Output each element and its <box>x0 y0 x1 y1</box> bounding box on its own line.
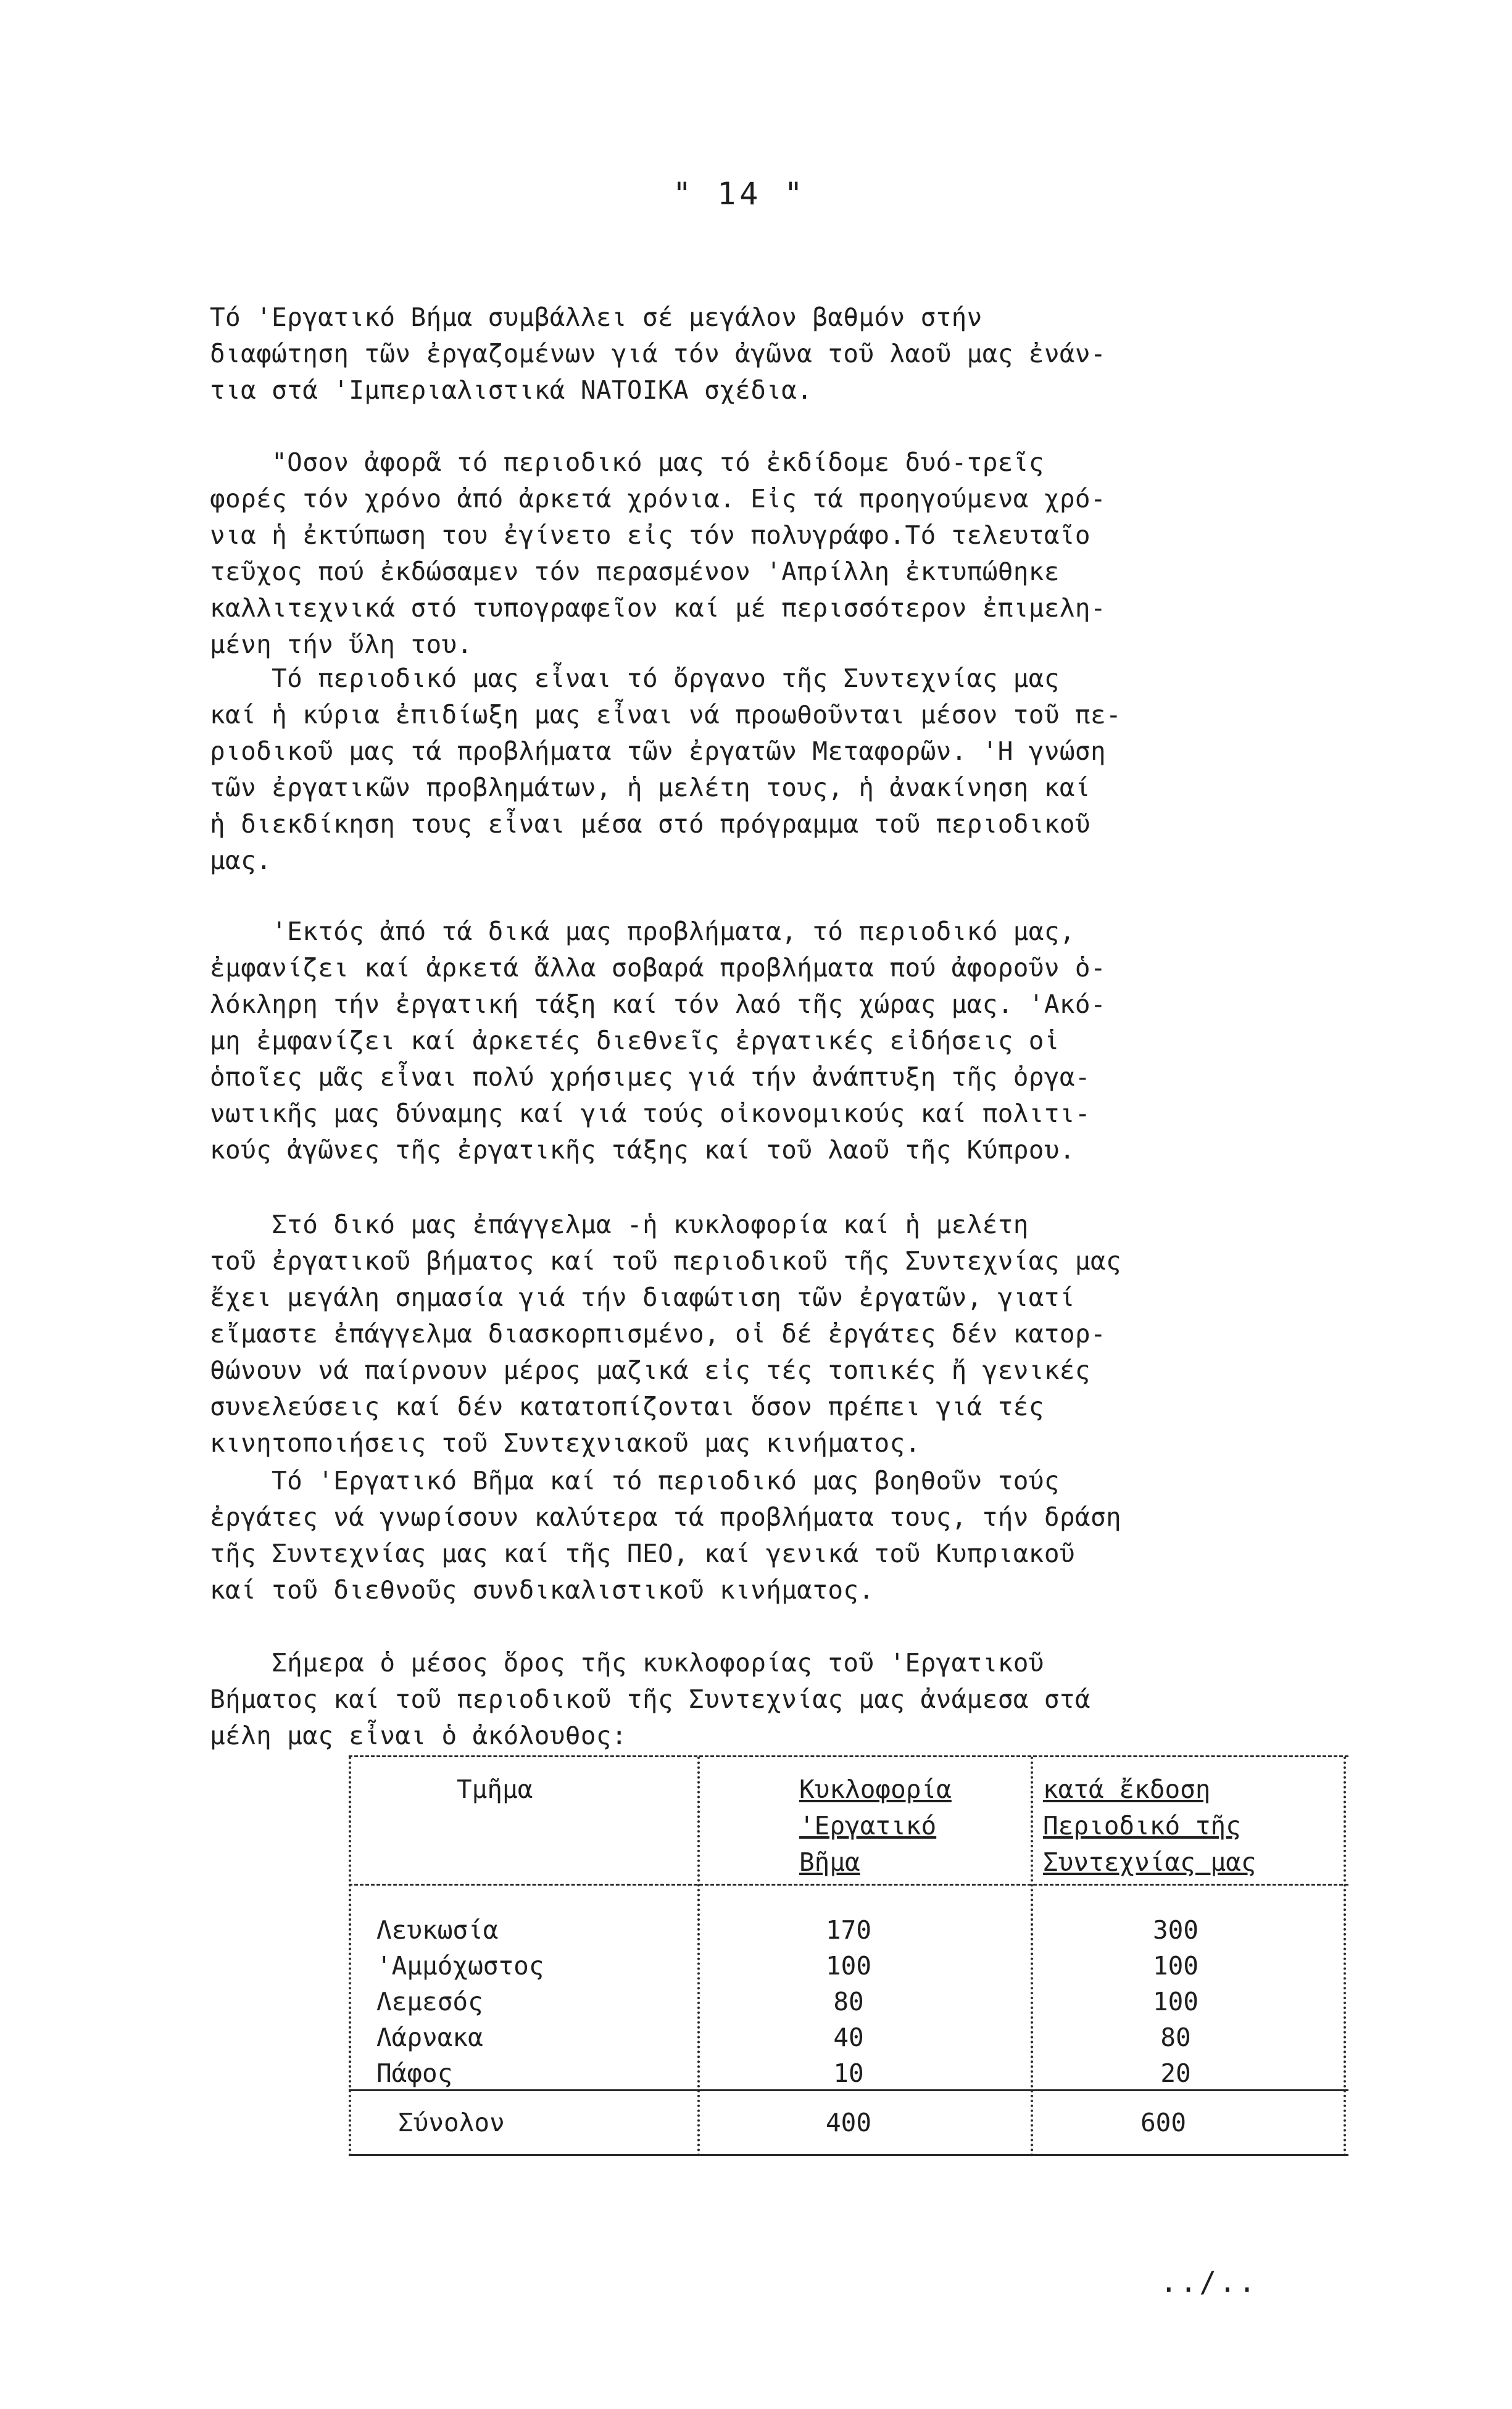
row-periodiko: 300 <box>1152 1915 1199 1945</box>
paragraph-3: Τό περιοδικό μας εἶναι τό ὄργανο τῆς Συντεχνίας μας καί ἡ κύρια ἐπιδίωξη μας εἶναι νά προωθοῦνται μέσον τοῦ πε- ριοδικοῦ μας τά προβλήματα τῶν ἐργατῶν Μεταφορῶν. 'Η γνώση τῶν ἐργατικῶν προβλημάτων, ἡ μελέτη τους, ἡ ἀνακίνηση καί ἡ διεκδίκηση τους εἶναι μέσα στό πρόγραμμα τοῦ περιοδικοῦ μας. <box>210 664 1122 875</box>
table-left-rule <box>349 1757 351 2157</box>
table-top-rule <box>349 1755 1348 1757</box>
row-vima: 80 <box>833 1987 864 2016</box>
total-vima: 400 <box>825 2108 872 2137</box>
row-district: Πάφος <box>376 2058 453 2088</box>
row-vima: 40 <box>833 2023 864 2052</box>
total-periodiko: 600 <box>1140 2108 1187 2137</box>
paragraph-7: Σήμερα ὁ μέσος ὅρος τῆς κυκλοφορίας τοῦ 'Εργατικοῦ Βήματος καί τοῦ περιοδικοῦ τῆς Συντεχνίας μας ἀνάμεσα στά μέλη μας εἶναι ὁ ἀκόλουθος: <box>210 1648 1090 1750</box>
total-label: Σύνολον <box>398 2108 505 2137</box>
paragraph-5: Στό δικό μας ἐπάγγελμα -ἡ κυκλοφορία καί ἡ μελέτη τοῦ ἐργατικοῦ βήματος καί τοῦ περιοδικοῦ τῆς Συντεχνίας μας ἔχει μεγάλη σημασία γιά τήν διαφώτιση τῶν ἐργατῶν, γιατί εἴμαστε ἐπάγγελμα διασκορπισμένο, οἱ δέ ἐργάτες δέν κατορ- θώνουν νά παίρνουν μέρος μαζικά εἰς τές τοπικές ἤ γενικές συνελεύσεις καί δέν κατατοπίζονται ὅσον πρέπει γιά τές κινητοποιήσεις τοῦ Συντεχνιακοῦ μας κινήματος. <box>210 1210 1122 1458</box>
row-vima: 10 <box>833 2058 864 2088</box>
row-vima: 100 <box>825 1951 872 1981</box>
paragraph-2: "Οσον ἀφορᾶ τό περιοδικό μας τό ἐκδίδομε δυό-τρεῖς φορές τόν χρόνο ἀπό ἀρκετά χρόνια. Εἰς τά προηγούμενα χρό- νια ἡ ἐκτύπωση του ἐγίνετο εἰς τόν πολυγράφο.Τό τελευταῖο τεῦχος πού ἐκδώσαμεν τόν περασμένον 'Απρίλλη ἐκτυπώθηκε καλλιτεχνικά στό τυπογραφεῖον καί μέ περισσότερον ἐπιμελη- μένη τήν ὕλη του. <box>210 447 1106 659</box>
circulation-table <box>349 1753 1348 2173</box>
paragraph-6: Τό 'Εργατικό Βῆμα καί τό περιοδικό μας βοηθοῦν τούς ἐργάτες νά γνωρίσουν καλύτερα τά προβλήματα τους, τήν δράση τῆς Συντεχνίας μας καί τῆς ΠΕΟ, καί γενικά τοῦ Κυπριακοῦ καί τοῦ διεθνοῦς συνδικαλιστικοῦ κινήματος. <box>210 1466 1122 1605</box>
paragraph-1: Τό 'Εργατικό Βήμα συμβάλλει σέ μεγάλον βαθμόν στήν διαφώτηση τῶν ἐργαζομένων γιά τόν ἀγῶνα τοῦ λαοῦ μας ἐνάν- τια στά 'Ιμπεριαλιστικά ΝΑΤΟΙΚΑ σχέδια. <box>210 302 1106 405</box>
row-vima: 170 <box>825 1915 872 1945</box>
continuation-mark: ../.. <box>1160 2265 1258 2299</box>
row-district: 'Αμμόχωστος <box>376 1951 544 1981</box>
table-col-rule-1 <box>697 1757 700 2157</box>
row-district: Λευκωσία <box>376 1915 499 1945</box>
paragraph-4: 'Εκτός ἀπό τά δικά μας προβλήματα, τό περιοδικό μας, ἐμφανίζει καί ἀρκετά ἄλλα σοβαρά προβλήματα πού ἀφοροῦν ὁ- λόκληρη τήν ἐργατική τάξη καί τόν λαό τῆς χώρας μας. 'Ακό- μη ἐμφανίζει καί ἀρκετές διεθνεῖς ἐργατικές εἰδήσεις οἱ ὁποῖες μᾶς εἶναι πολύ χρήσιμες γιά τήν ἀνάπτυξη τῆς ὀργα- νωτικῆς μας δύναμης καί γιά τούς οἰκονομικούς καί πολιτι- κούς ἀγῶνες τῆς ἐργατικῆς τάξης καί τοῦ λαοῦ τῆς Κύπρου. <box>210 917 1106 1165</box>
row-district: Λεμεσός <box>376 1987 483 2016</box>
table-header-rule <box>349 1884 1348 1886</box>
row-periodiko: 20 <box>1160 2058 1191 2088</box>
table-col-rule-2 <box>1031 1757 1033 2157</box>
row-periodiko: 100 <box>1152 1951 1199 1981</box>
row-district: Λάρνακα <box>376 2023 483 2052</box>
header-periodiko: κατά ἔκδοση Περιοδικό τῆς Συντεχνίας μας <box>1043 1775 1257 1877</box>
table-right-rule <box>1344 1757 1346 2157</box>
table-bottom-rule <box>349 2154 1348 2156</box>
header-district: Τμῆμα <box>457 1775 533 1804</box>
row-periodiko: 100 <box>1152 1987 1199 2016</box>
row-periodiko: 80 <box>1160 2023 1191 2052</box>
page-number: " 14 " <box>673 176 807 212</box>
header-vima: Κυκλοφορία 'Εργατικό Βῆμα <box>799 1775 952 1877</box>
